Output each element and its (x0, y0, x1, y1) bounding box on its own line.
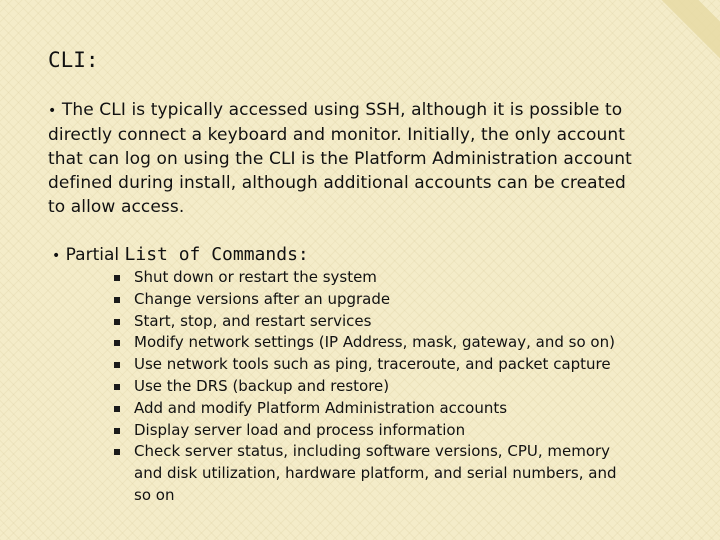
list-item (114, 398, 714, 420)
square-bullet-icon (114, 275, 120, 281)
command-list (114, 267, 714, 507)
intro-line: directly connect a keyboard and monitor. Initially, the only account (48, 125, 626, 145)
list-item (114, 376, 714, 398)
heading-lead: Partial (65, 245, 120, 265)
square-bullet-icon (114, 449, 120, 455)
list-item (114, 354, 714, 376)
list-item (114, 420, 714, 442)
commands-heading (52, 242, 309, 269)
list-item-text: Use the DRS (backup and restore) (134, 376, 390, 395)
heading-rest: List of Commands: (124, 244, 309, 265)
bullet-icon: • (52, 248, 61, 264)
square-bullet-icon (114, 362, 120, 368)
intro-line: defined during install, although additional accounts can be created (48, 173, 626, 193)
list-item (114, 441, 714, 506)
square-bullet-icon (114, 319, 120, 325)
list-item-text: and disk utilization, hardware platform, and serial numbers, and (134, 464, 617, 483)
square-bullet-icon (114, 428, 120, 434)
square-bullet-icon (114, 406, 120, 412)
list-item (114, 311, 714, 333)
list-item-text: Start, stop, and restart services (134, 311, 372, 330)
list-item-text: Modify network settings (IP Address, mask, gateway, and so on) (134, 333, 615, 352)
slide-title: CLI: (48, 48, 99, 72)
list-item-text: Use network tools such as ping, traceroute, and packet capture (134, 355, 611, 374)
list-item (114, 332, 714, 354)
bullet-icon: • (48, 103, 57, 119)
list-item-text: Add and modify Platform Administration accounts (134, 398, 508, 417)
square-bullet-icon (114, 384, 120, 390)
list-item (114, 267, 714, 289)
intro-line: to allow access. (48, 197, 185, 217)
square-bullet-icon (114, 297, 120, 303)
list-item (114, 289, 714, 311)
list-item-text: Shut down or restart the system (134, 268, 377, 286)
square-bullet-icon (114, 340, 120, 346)
list-item-text: Change versions after an upgrade (134, 289, 391, 308)
intro-line: that can log on using the CLI is the Platform Administration account (48, 149, 632, 169)
corner-decoration (625, 0, 720, 95)
list-item-text: Display server load and process information (134, 420, 466, 439)
list-item-text: so on (134, 485, 175, 504)
intro-paragraph (48, 98, 708, 219)
intro-line: • The CLI is typically accessed using SSH, although it is possible to (48, 100, 623, 120)
list-item-text: Check server status, including software versions, CPU, memory (134, 442, 611, 461)
